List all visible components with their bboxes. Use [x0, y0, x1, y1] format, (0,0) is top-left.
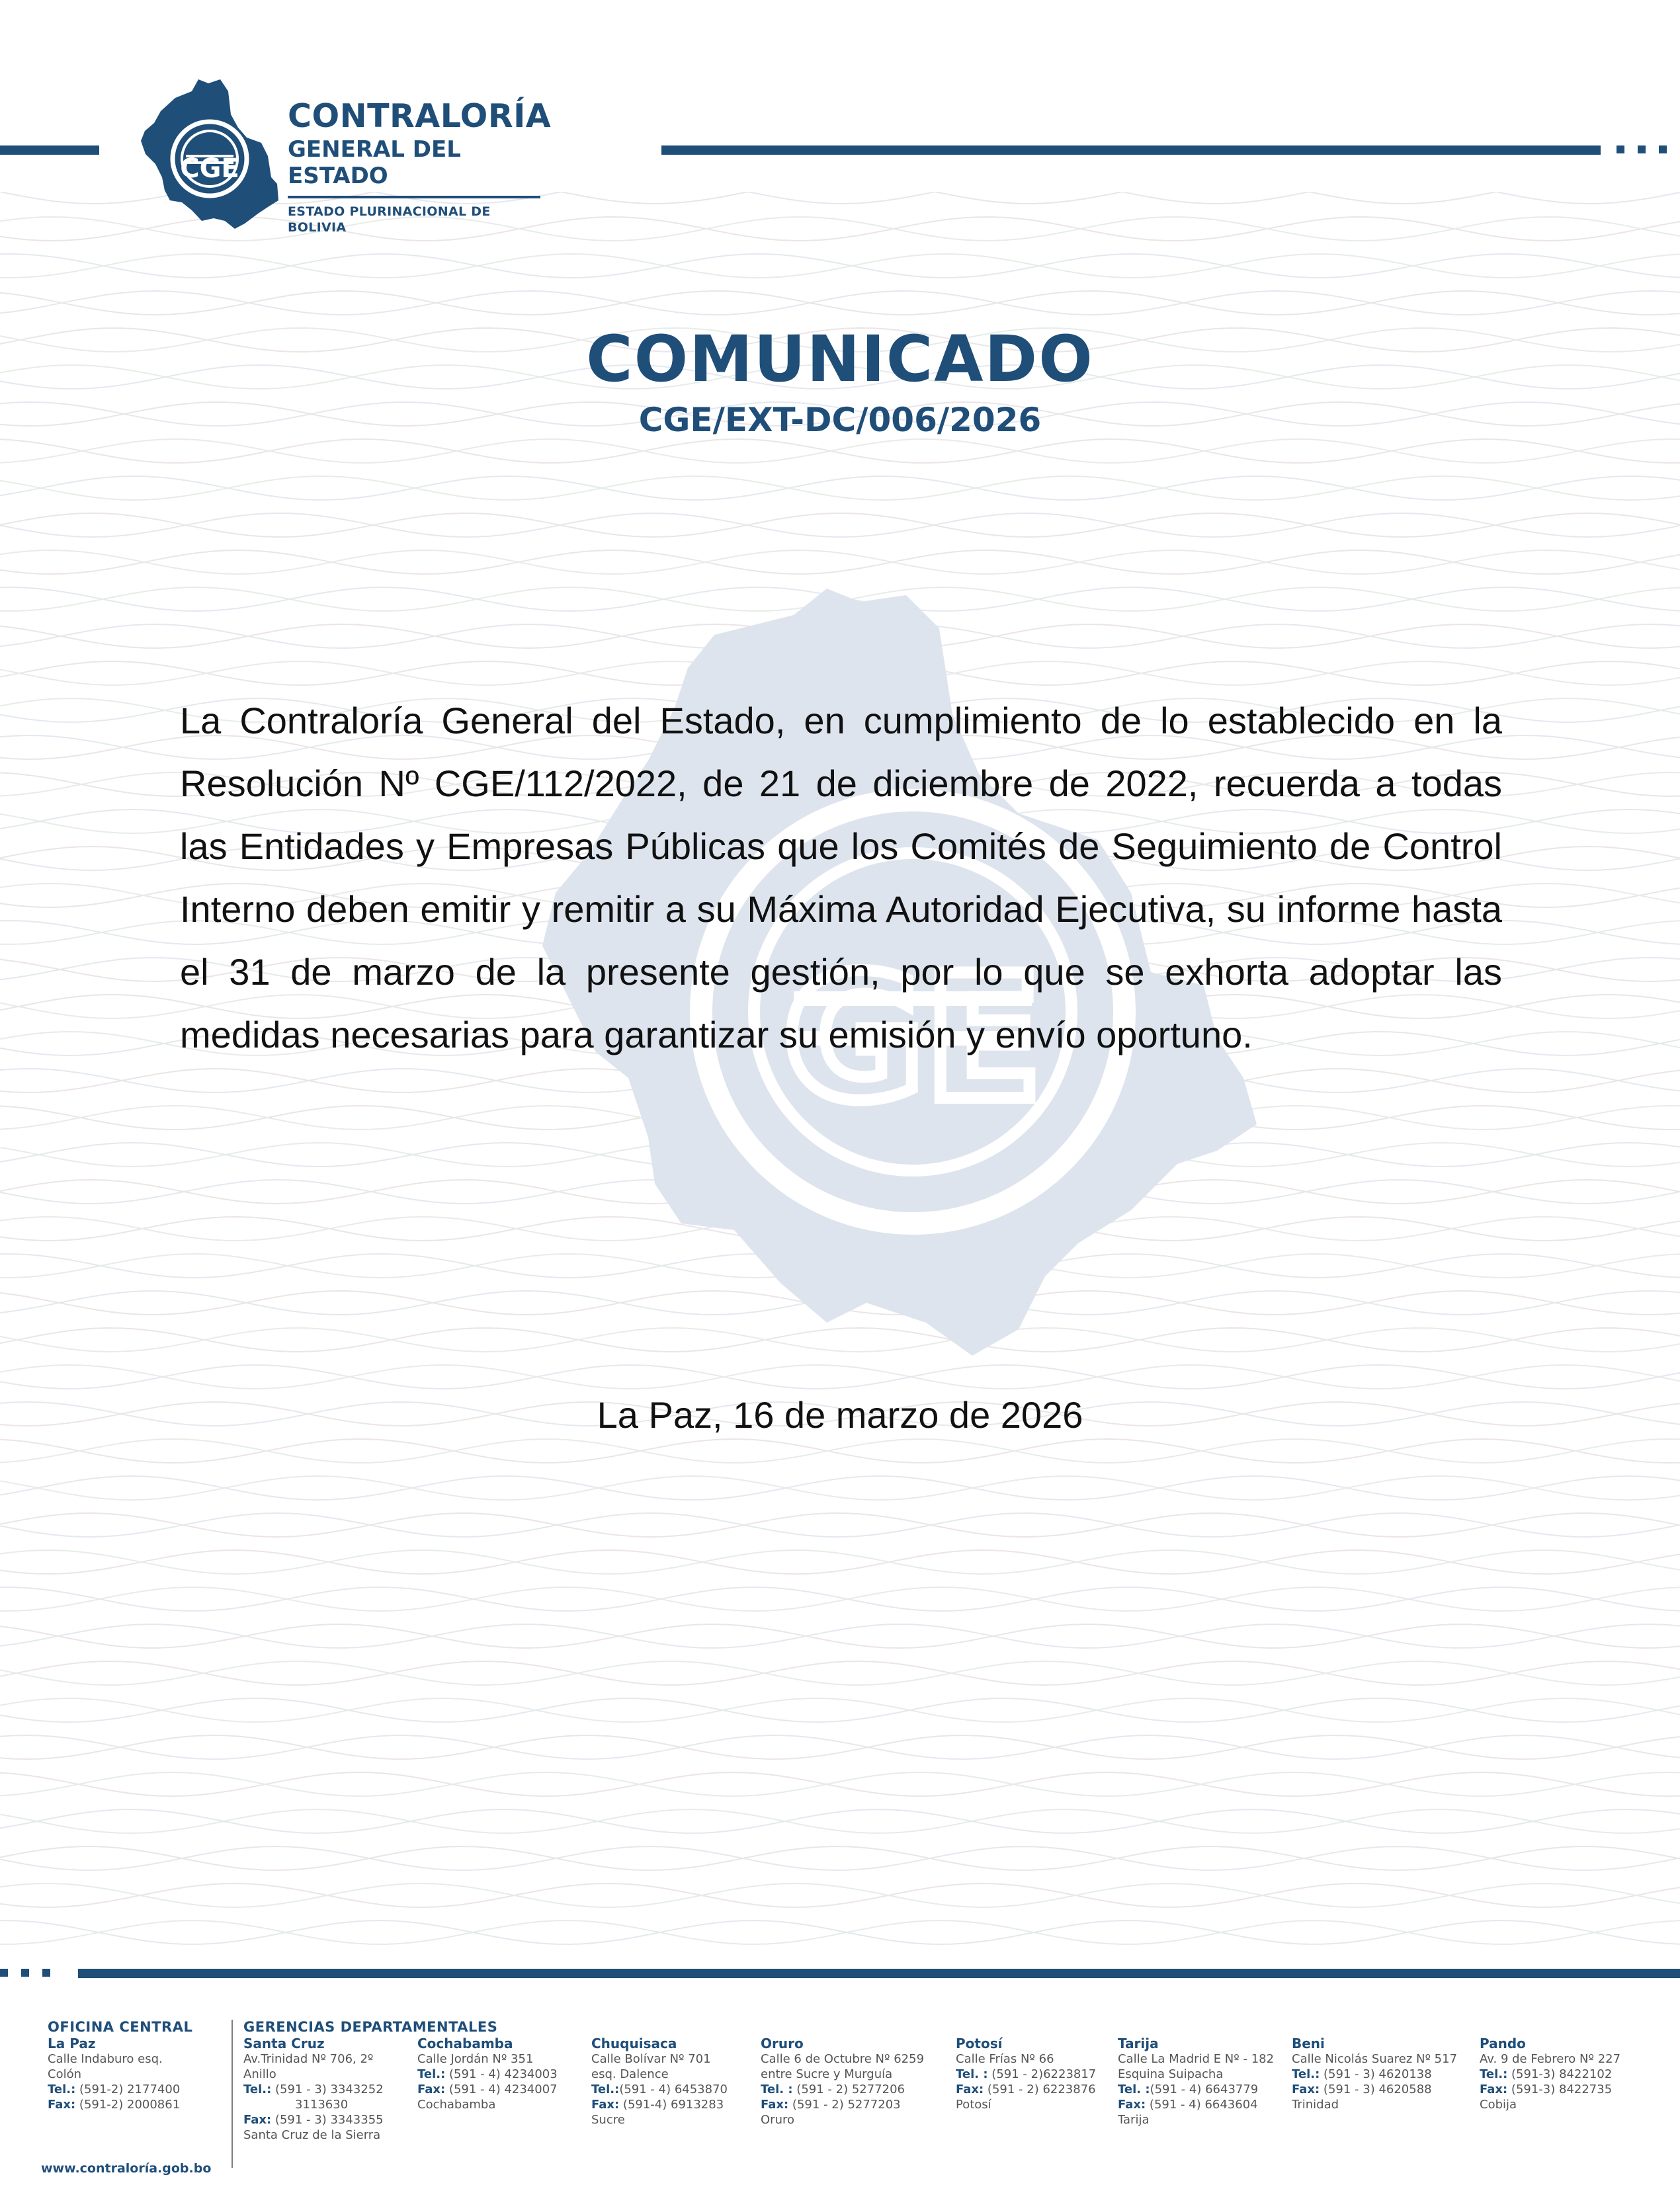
pattern-wave — [0, 1772, 1680, 1796]
central-office-city: La Paz — [48, 2036, 96, 2051]
pattern-wave — [0, 1587, 1680, 1611]
header-dots — [1617, 145, 1680, 155]
pattern-wave — [0, 1439, 1680, 1463]
central-office-address-2: Colón — [48, 2067, 82, 2081]
pattern-wave — [0, 1587, 1680, 1611]
document-code: CGE/EXT-DC/006/2026 — [638, 401, 1042, 439]
footer-rule — [78, 1969, 1680, 1978]
pattern-wave — [0, 550, 1680, 574]
office-cochabamba: Cochabamba Calle Jordán Nº 351 Tel.: (591 - 4) 4234003 Fax: (591 - 4) 4234007 Cochabamba — [417, 2036, 558, 2112]
document-date: La Paz, 16 de marzo de 2026 — [597, 1394, 1083, 1436]
pattern-wave — [0, 254, 1680, 278]
logo-text — [288, 99, 551, 235]
footer — [0, 2010, 1680, 2187]
website-link[interactable]: www.contraloría.gob.bo — [41, 2161, 212, 2176]
pattern-wave — [0, 550, 1680, 574]
departments-label: GERENCIAS DEPARTAMENTALES — [243, 2019, 498, 2035]
pattern-wave — [0, 1809, 1680, 1833]
header-rule-left — [0, 145, 99, 155]
central-office — [48, 2018, 226, 2112]
svg-text:GE: GE — [783, 939, 1042, 1139]
office-tarija: Tarija Calle La Madrid E Nº - 182 Esquina Suipacha Tel. :(591 - 4) 6643779 Fax: (591 - 4) 6643604 Tarija — [1118, 2036, 1275, 2127]
logo — [136, 71, 552, 235]
logo-initials: CGE — [180, 153, 239, 184]
org-tagline: ESTADO PLURINACIONAL DE BOLIVIA — [288, 204, 491, 235]
pattern-wave — [0, 254, 1680, 278]
pattern-wave — [0, 1920, 1680, 1944]
logo-divider — [288, 196, 540, 198]
central-office-address: Calle Indaburo esq. — [48, 2052, 163, 2066]
pattern-wave — [0, 1772, 1680, 1796]
pattern-wave — [0, 1513, 1680, 1537]
document-heading — [0, 323, 1680, 443]
office-potosi: Potosí Calle Frías Nº 66 Tel. : (591 - 2)6223817 Fax: (591 - 2) 6223876 Potosí — [956, 2036, 1097, 2112]
pattern-wave — [0, 1846, 1680, 1870]
pattern-wave — [0, 1513, 1680, 1537]
pattern-wave — [0, 1624, 1680, 1648]
pattern-wave — [0, 1476, 1680, 1500]
central-office-tel: Tel.: (591-2) 2177400 — [48, 2083, 181, 2096]
pattern-wave — [0, 291, 1680, 315]
pattern-wave — [0, 1439, 1680, 1463]
footer-divider — [231, 2020, 233, 2168]
org-title: CONTRALORÍA — [288, 97, 552, 135]
pattern-wave — [0, 1920, 1680, 1944]
org-subtitle: GENERAL DEL ESTADO — [288, 136, 461, 189]
office-pando: Pando Av. 9 de Febrero Nº 227 Tel.: (591-3) 8422102 Fax: (591-3) 8422735 Cobija — [1480, 2036, 1621, 2112]
pattern-wave — [0, 1846, 1680, 1870]
footer-dots — [0, 1969, 66, 1978]
central-office-fax: Fax: (591-2) 2000861 — [48, 2098, 181, 2112]
header-rule-right — [661, 145, 1601, 155]
office-santa-cruz: Santa Cruz Av.Trinidad Nº 706, 2º Anillo Tel.: (591 - 3) 3343252 3113630 Fax: (591 - 3) 3343355 Santa Cruz de la Sierra — [243, 2036, 384, 2142]
office-oruro: Oruro Calle 6 de Octubre Nº 6259 entre Sucre y Murguía Tel. : (591 - 2) 5277206 Fax: (591 - 2) 5277203 Oruro — [761, 2036, 925, 2127]
office-chuquisaca: Chuquisaca Calle Bolívar Nº 701 esq. Dalence Tel.:(591 - 4) 6453870 Fax: (591-4) 6913283 Sucre — [591, 2036, 728, 2127]
pattern-wave — [0, 1624, 1680, 1648]
pattern-wave — [0, 513, 1680, 537]
document-body: La Contraloría General del Estado, en cumplimiento de lo establecido en la Resolución Nº CGE/112/2022, de 21 de diciembre de 2022, recuerda a todas las Entidades y Empresas Públicas que los Comités de Seguimiento de Control Interno deben emitir y remitir a su Máxima Autoridad Ejecutiva, su informe hasta el 31 de marzo de la presente gestión, por lo que se exhorta adoptar las medidas necesarias para garantizar su emisión y envío oportuno. — [180, 700, 1502, 1055]
pattern-wave — [0, 1809, 1680, 1833]
central-office-label: OFICINA CENTRAL — [48, 2019, 193, 2035]
document-title: COMUNICADO — [586, 322, 1094, 396]
logo-emblem — [136, 71, 281, 230]
pattern-wave — [0, 1735, 1680, 1759]
pattern-wave — [0, 1476, 1680, 1500]
pattern-wave — [0, 513, 1680, 537]
office-beni: Beni Calle Nicolás Suarez Nº 517 Tel.: (591 - 3) 4620138 Fax: (591 - 3) 4620588 Trinidad — [1292, 2036, 1458, 2112]
